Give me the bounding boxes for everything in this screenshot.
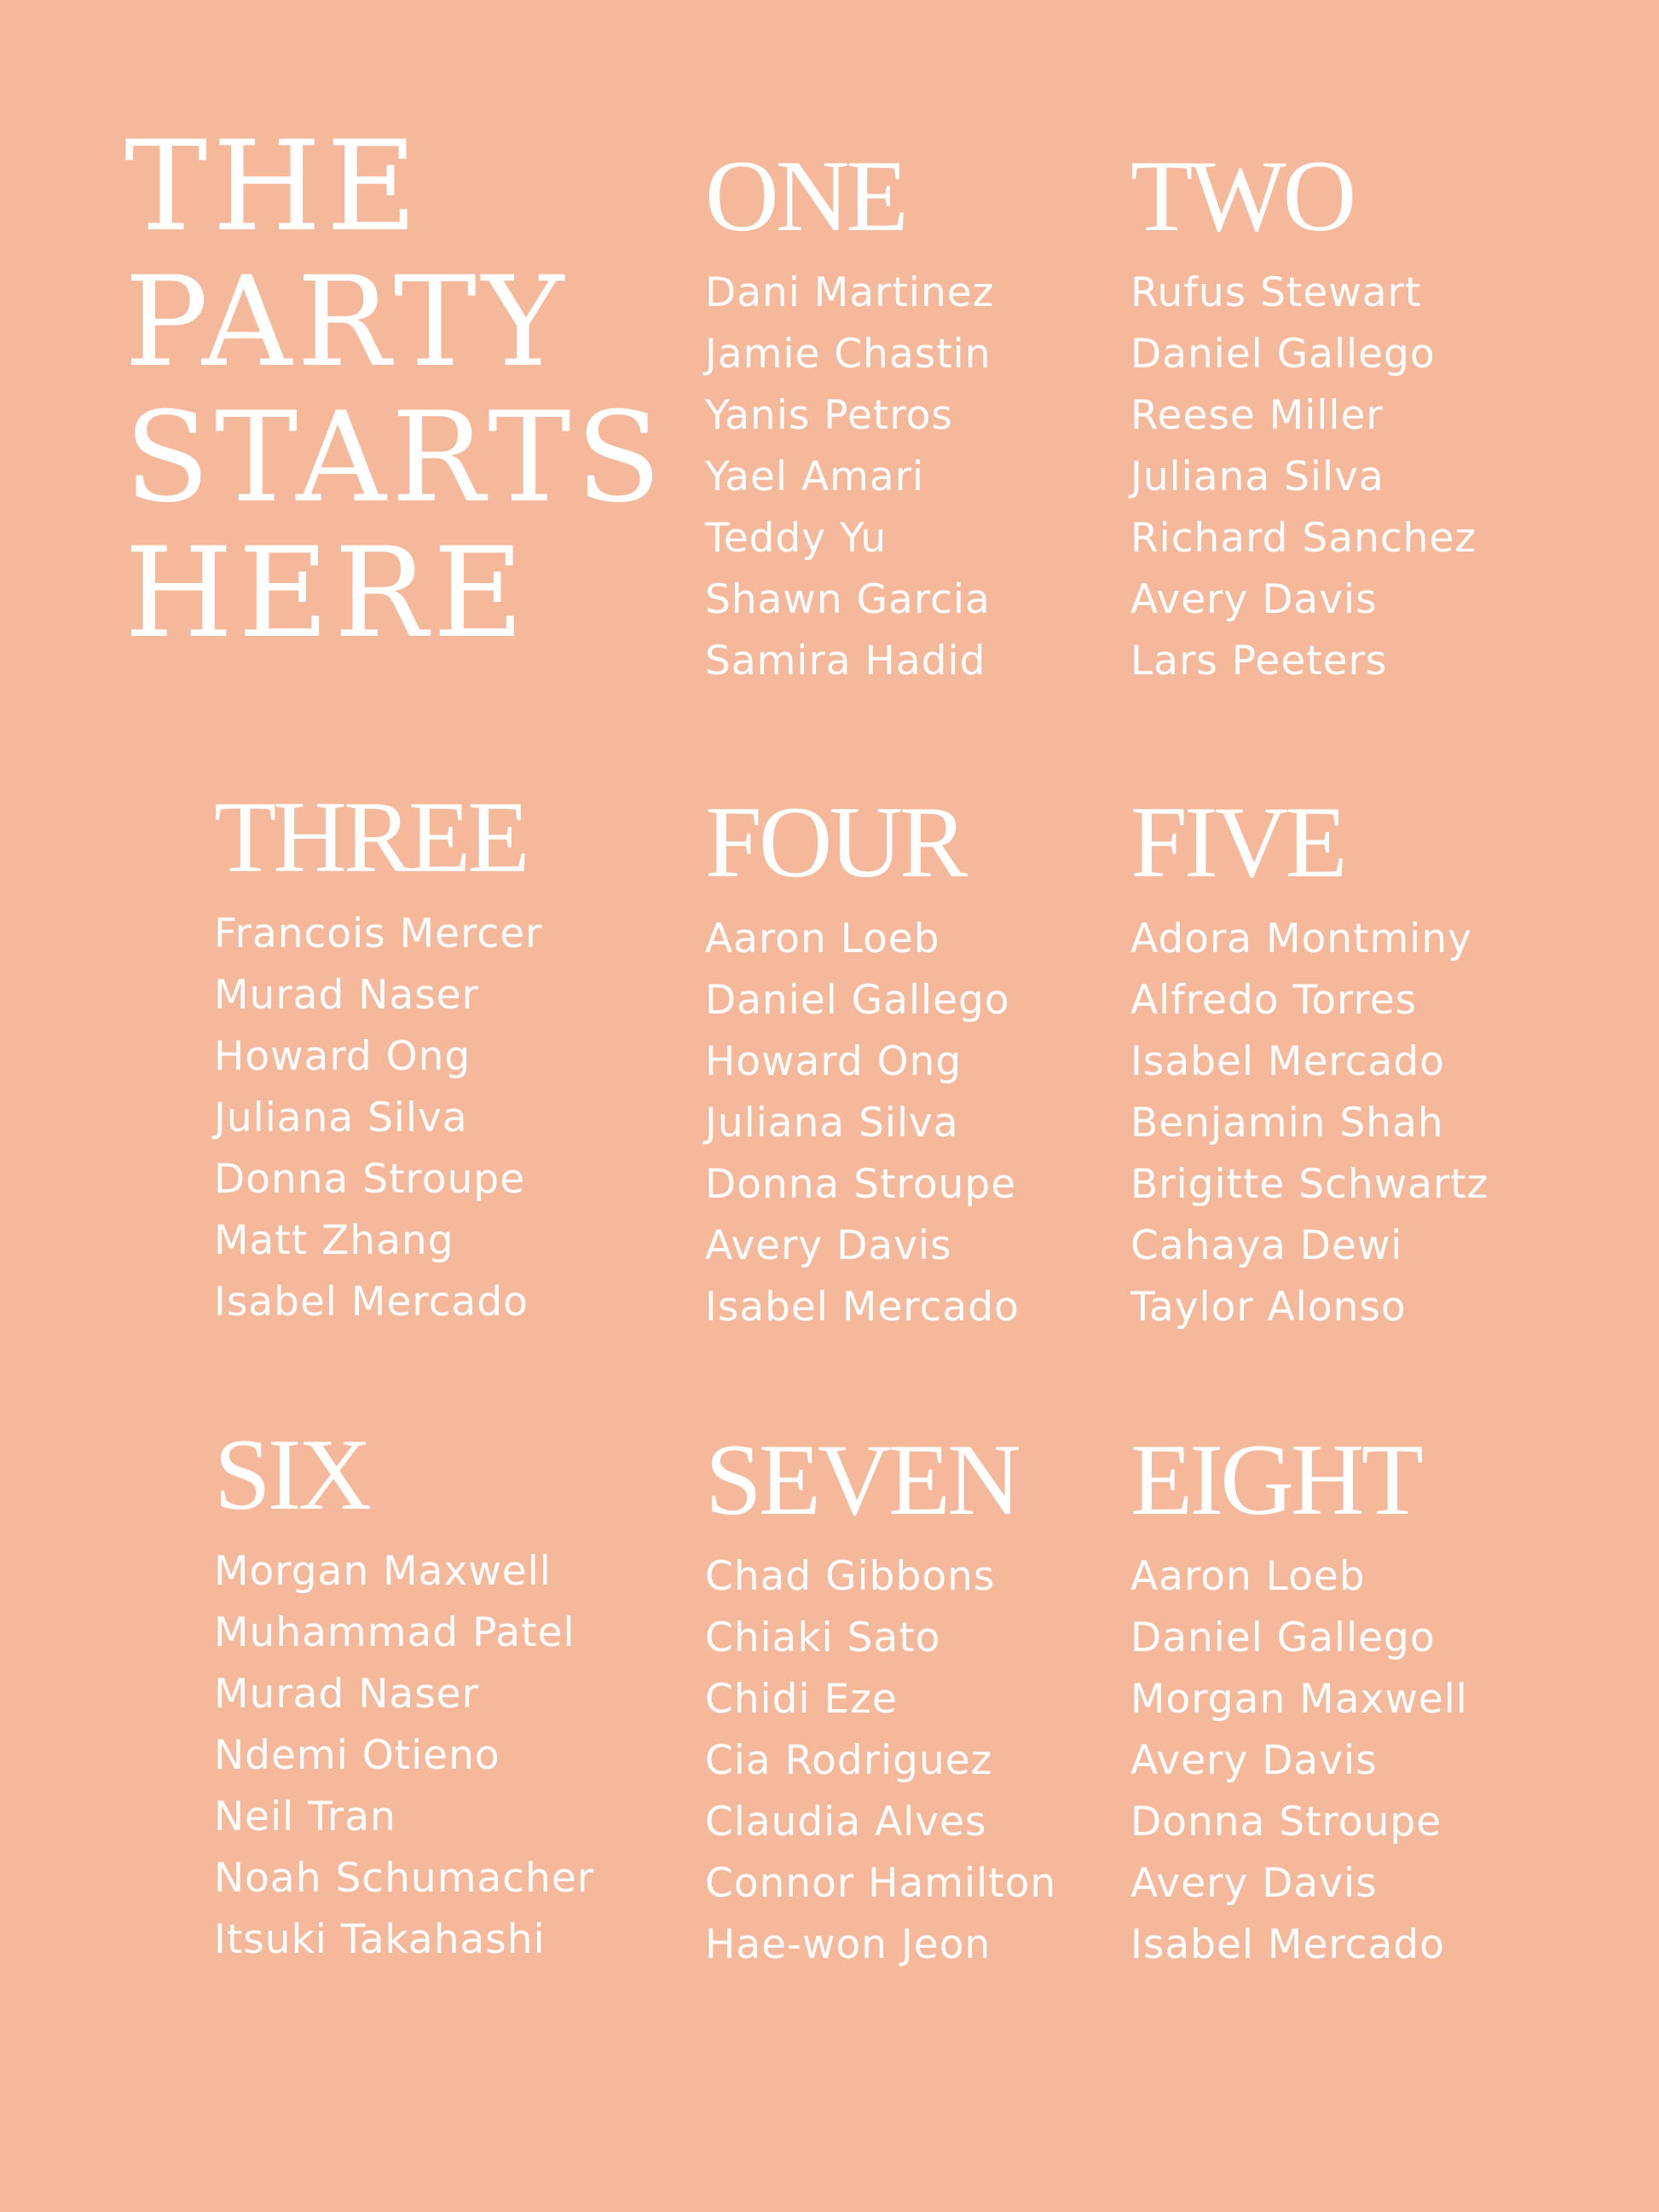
headline-line: THE bbox=[124, 114, 423, 259]
guest-name: Isabel Mercado bbox=[705, 1284, 1020, 1331]
guest-name: Aaron Loeb bbox=[1130, 1553, 1366, 1600]
guest-name: Avery Davis bbox=[1130, 576, 1378, 623]
guest-name: Teddy Yu bbox=[705, 515, 887, 562]
guest-name: Alfredo Torres bbox=[1130, 977, 1418, 1024]
guest-name: Dani Martinez bbox=[705, 269, 995, 316]
guest-name: Itsuki Takahashi bbox=[214, 1916, 546, 1963]
table-six bbox=[214, 1415, 640, 1971]
guest-name: Brigitte Schwartz bbox=[1130, 1161, 1489, 1208]
guest-name: Cia Rodriguez bbox=[705, 1737, 993, 1784]
guest-name: Francois Mercer bbox=[214, 910, 543, 957]
table-one bbox=[705, 136, 1131, 692]
guest-name: Connor Hamilton bbox=[705, 1860, 1057, 1907]
guest-name: Aaron Loeb bbox=[705, 915, 940, 962]
guest-name: Daniel Gallego bbox=[705, 977, 1010, 1024]
guest-list bbox=[1130, 1546, 1557, 1976]
table-title: FOUR bbox=[705, 785, 965, 898]
guest-name: Cahaya Dewi bbox=[1130, 1222, 1403, 1269]
guest-name: Isabel Mercado bbox=[214, 1279, 529, 1325]
guest-name: Muhammad Patel bbox=[214, 1609, 575, 1656]
table-five bbox=[1130, 783, 1557, 1338]
guest-name: Shawn Garcia bbox=[705, 576, 991, 623]
table-title: TWO bbox=[1130, 139, 1354, 252]
guest-name: Daniel Gallego bbox=[1130, 1614, 1436, 1661]
guest-name: Neil Tran bbox=[214, 1793, 396, 1840]
table-four bbox=[705, 783, 1131, 1338]
guest-name: Morgan Maxwell bbox=[214, 1548, 552, 1595]
guest-name: Reese Miller bbox=[1130, 392, 1384, 439]
guest-name: Howard Ong bbox=[214, 1033, 471, 1080]
table-title: SEVEN bbox=[705, 1423, 1018, 1536]
table-title: ONE bbox=[705, 139, 905, 252]
table-three bbox=[214, 777, 640, 1333]
guest-list bbox=[214, 1541, 640, 1971]
headline-line: HERE bbox=[124, 521, 529, 666]
guest-name: Murad Naser bbox=[214, 1671, 479, 1718]
guest-name: Isabel Mercado bbox=[1130, 1921, 1445, 1968]
guest-name: Yael Amari bbox=[705, 453, 925, 500]
guest-name: Avery Davis bbox=[705, 1222, 952, 1269]
headline bbox=[124, 114, 667, 666]
guest-name: Chad Gibbons bbox=[705, 1553, 996, 1600]
guest-name: Daniel Gallego bbox=[1130, 331, 1436, 378]
guest-name: Lars Peeters bbox=[1130, 638, 1388, 684]
guest-list bbox=[705, 1546, 1131, 1976]
guest-name: Juliana Silva bbox=[1130, 453, 1384, 500]
guest-list bbox=[705, 263, 1131, 692]
headline-line: PARTY bbox=[124, 250, 569, 395]
guest-name: Taylor Alonso bbox=[1130, 1284, 1407, 1331]
guest-name: Chidi Eze bbox=[705, 1676, 898, 1723]
guest-name: Isabel Mercado bbox=[1130, 1038, 1445, 1085]
guest-list bbox=[705, 909, 1131, 1338]
guest-name: Yanis Petros bbox=[705, 392, 953, 439]
guest-name: Morgan Maxwell bbox=[1130, 1676, 1468, 1723]
table-two bbox=[1130, 136, 1557, 692]
guest-name: Juliana Silva bbox=[705, 1100, 959, 1146]
guest-name: Chiaki Sato bbox=[705, 1614, 941, 1661]
guest-name: Hae-won Jeon bbox=[705, 1921, 991, 1968]
headline-line: STARTS bbox=[124, 385, 667, 530]
guest-name: Claudia Alves bbox=[705, 1799, 987, 1845]
guest-name: Benjamin Shah bbox=[1130, 1100, 1444, 1146]
guest-name: Juliana Silva bbox=[214, 1094, 468, 1141]
guest-name: Ndemi Otieno bbox=[214, 1732, 500, 1779]
guest-name: Noah Schumacher bbox=[214, 1855, 595, 1902]
guest-name: Avery Davis bbox=[1130, 1860, 1378, 1907]
guest-list bbox=[1130, 909, 1557, 1338]
table-title: FIVE bbox=[1130, 785, 1344, 898]
table-eight bbox=[1130, 1420, 1557, 1976]
guest-name: Rufus Stewart bbox=[1130, 269, 1422, 316]
guest-list bbox=[1130, 263, 1557, 692]
table-title: SIX bbox=[214, 1418, 369, 1531]
guest-name: Matt Zhang bbox=[214, 1217, 454, 1264]
table-title: THREE bbox=[214, 780, 527, 893]
guest-name: Howard Ong bbox=[705, 1038, 962, 1085]
guest-name: Richard Sanchez bbox=[1130, 515, 1477, 562]
guest-name: Donna Stroupe bbox=[1130, 1799, 1442, 1845]
guest-name: Murad Naser bbox=[214, 972, 479, 1019]
table-seven bbox=[705, 1420, 1131, 1976]
guest-name: Jamie Chastin bbox=[705, 331, 991, 378]
guest-name: Avery Davis bbox=[1130, 1737, 1378, 1784]
table-title: EIGHT bbox=[1130, 1423, 1420, 1536]
guest-name: Donna Stroupe bbox=[214, 1156, 526, 1203]
guest-name: Adora Montminy bbox=[1130, 915, 1472, 962]
guest-name: Samira Hadid bbox=[705, 638, 986, 684]
guest-list bbox=[214, 904, 640, 1333]
guest-name: Donna Stroupe bbox=[705, 1161, 1017, 1208]
